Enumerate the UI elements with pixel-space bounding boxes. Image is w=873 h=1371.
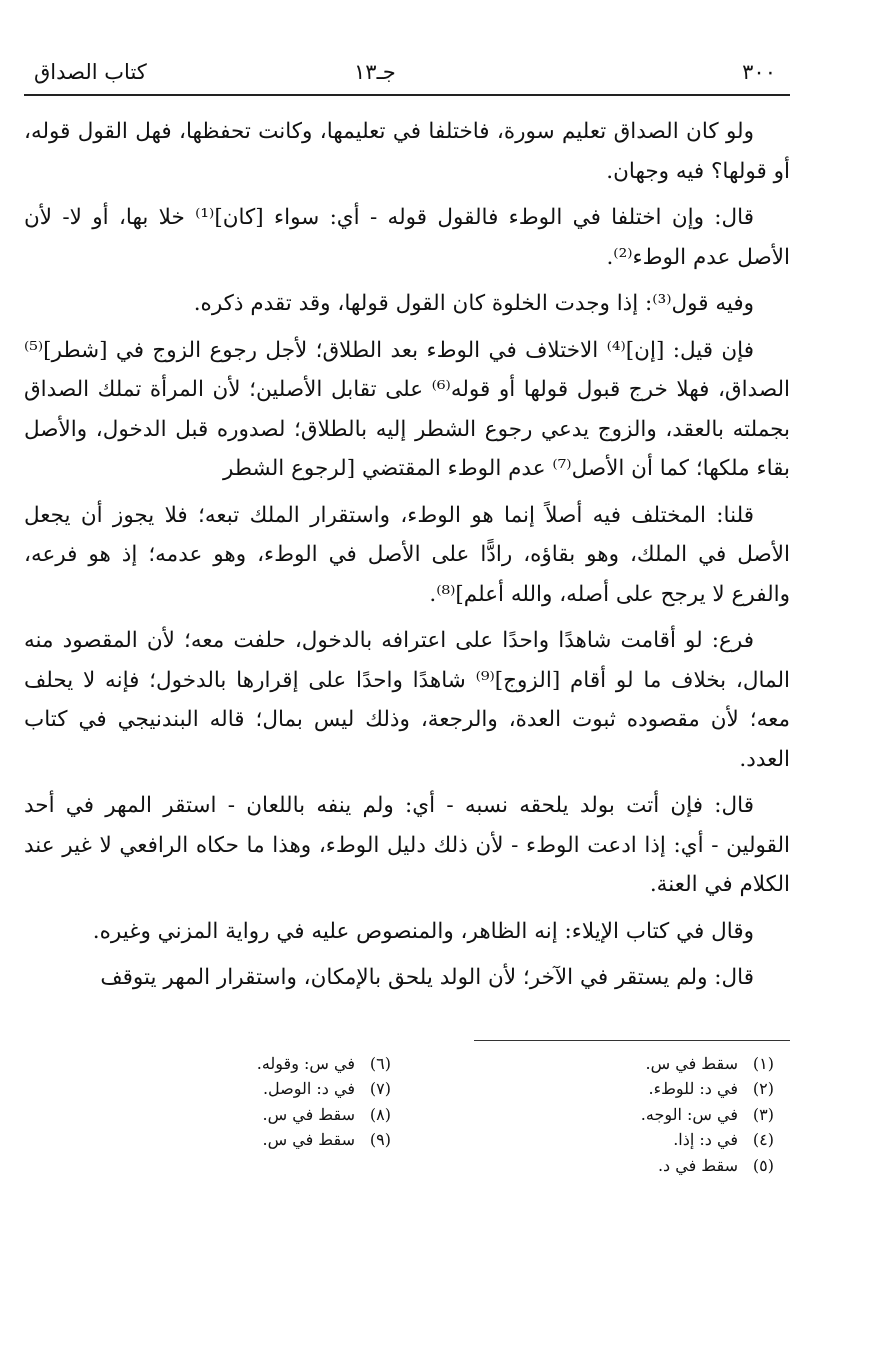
paragraph: قال: وإن اختلفا في الوطء فالقول قوله - أي: سواء [كان]⁽¹⁾ خلا بها، أو لا- لأن الأصل عدم الوطء⁽²⁾. (24, 205, 790, 270)
footnote-text: سقط في د. (657, 1155, 738, 1175)
footnote-item (407, 1076, 774, 1102)
footnote-item (407, 1102, 774, 1128)
paragraph: قال: فإن أتت بولد يلحقه نسبه - أي: ولم ينفه باللعان - استقر المهر في أحد القولين - أي: إذا ادعت الوطء - لأن ذلك دليل الوطء، وهذا ما حكاه الرافعي لا غير عند الكلام في العنة. (24, 793, 790, 897)
footnote-text: في د: الوصل. (262, 1079, 355, 1098)
paragraph: فإن قيل: [إن]⁽⁴⁾ الاختلاف في الوطء بعد الطلاق؛ لأجل رجوع الزوج في [شطر]⁽⁵⁾ الصداق، فهلا خرج قبول قولها أو قوله⁽⁶⁾ على تقابل الأصلين؛ لأن المرأة تملك الصداق بجملته بالعقد، والزوج يدعي رجوع الشطر إليه بالطلاق؛ لصدوره قبل الدخول، والأصل بقاء ملكها؛ كما أن الأصل⁽⁷⁾ عدم الوطء المقتضي [لرجوع الشطر (24, 337, 790, 481)
footnote-number: (٥) (752, 1155, 774, 1175)
paragraph: قلنا: المختلف فيه أصلاً إنما هو الوطء، واستقرار الملك تبعه؛ فلا يجوز أن يجعل الأصل في الملك، وهو بقاؤه، رادًّا على الأصل في الوطء، وهو عدمه؛ إذ هو فرعه، والفرع لا يرجح على أصله، والله أعلم]⁽⁸⁾. (24, 502, 790, 607)
footnote-item (24, 1102, 391, 1128)
footnote-text: سقط في س. (262, 1104, 355, 1124)
paragraph: وقال في كتاب الإيلاء: إنه الظاهر، والمنصوص عليه في رواية المزني وغيره. (92, 918, 754, 944)
footnote-number: (٦) (369, 1053, 391, 1073)
footnotes-right-column (407, 1051, 790, 1179)
paragraph: قال: ولم يستقر في الآخر؛ لأن الولد يلحق بالإمكان، واستقرار المهر يتوقف (100, 965, 754, 990)
footnote-item (407, 1153, 774, 1179)
footnote-text: في س: الوجه. (640, 1104, 738, 1124)
footnote-item (24, 1127, 391, 1153)
footnote-divider (474, 1040, 790, 1041)
footnote-number: (٢) (752, 1079, 774, 1098)
footnote-item (407, 1051, 774, 1077)
footnote-text: سقط في س. (645, 1053, 738, 1073)
running-header (24, 52, 790, 96)
footnote-number: (٨) (369, 1104, 391, 1124)
footnotes-left-column (24, 1051, 407, 1179)
footnote-text: سقط في س. (262, 1130, 355, 1149)
footnote-item (24, 1051, 391, 1077)
main-text (24, 112, 790, 998)
paragraph: ولو كان الصداق تعليم سورة، فاختلفا في تعليمها، وكانت تحفظها، فهل القول قوله، أو قولها؟ فيه وجهان. (24, 119, 790, 184)
footnote-text: في د: للوطء. (648, 1079, 738, 1098)
footnote-number: (٧) (369, 1079, 391, 1098)
footnote-text: في س: وقوله. (256, 1053, 355, 1073)
paragraph: وفيه قول⁽³⁾: إذا وجدت الخلوة كان القول قولها، وقد تقدم ذكره. (193, 291, 754, 316)
footnote-number: (٣) (752, 1104, 774, 1124)
paragraph: فرع: لو أقامت شاهدًا واحدًا على اعترافه بالدخول، حلفت معه؛ لأن المقصود منه المال، بخلاف ما لو أقام [الزوج]⁽⁹⁾ شاهدًا واحدًا على إقرارها بالدخول؛ فإنه لا يحلف معه؛ لأن مقصوده ثبوت العدة، والرجعة، وذلك ليس بمال؛ قاله البندنيجي في كتاب العدد. (24, 628, 790, 772)
page-number: ٣٠٠ (742, 60, 776, 84)
footnote-item (407, 1127, 774, 1153)
volume-label: جـ١٣ (354, 60, 396, 84)
footnotes (24, 1051, 790, 1179)
footnote-number: (٤) (752, 1130, 774, 1149)
footnote-number: (١) (752, 1053, 774, 1073)
footnote-number: (٩) (369, 1130, 391, 1149)
footnote-text: في د: إذا. (673, 1130, 738, 1149)
book-title: كتاب الصداق (34, 60, 147, 84)
book-page (24, 52, 790, 1178)
footnote-item (24, 1076, 391, 1102)
